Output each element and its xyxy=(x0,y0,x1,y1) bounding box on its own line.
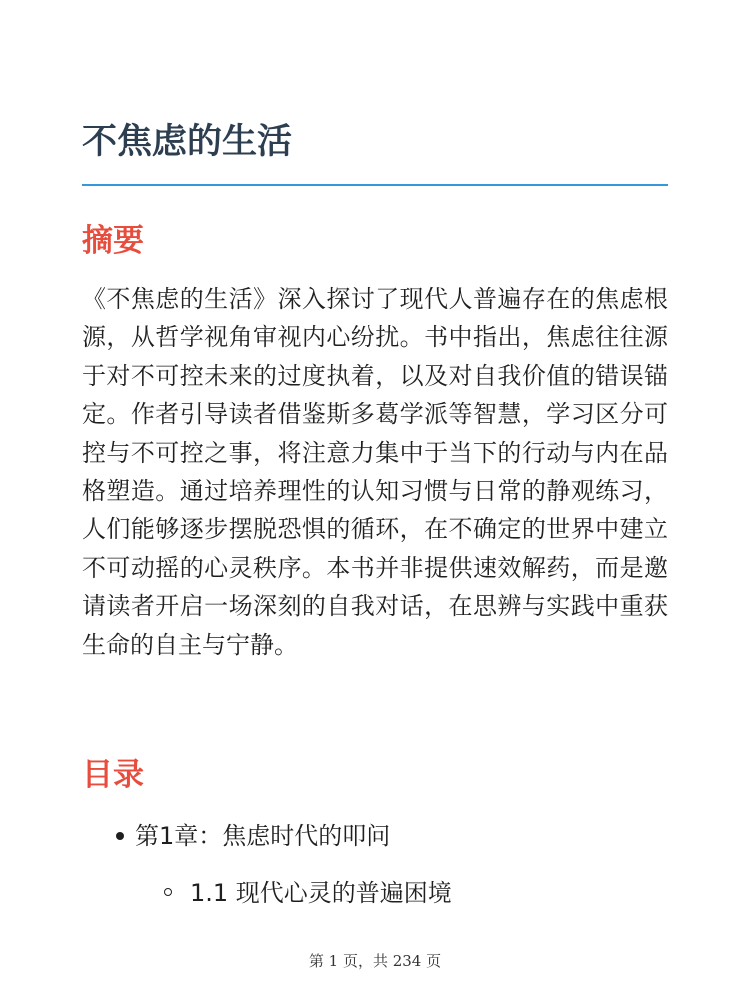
toc-item-chapter-1[interactable] xyxy=(135,819,390,853)
bullet-disc-icon xyxy=(116,832,124,840)
bullet-circle-icon xyxy=(164,888,172,896)
abstract-paragraph: 《不焦虑的生活》深入探讨了现代人普遍存在的焦虑根源，从哲学视角审视内心纷扰。书中指出，焦虑往往源于对不可控未来的过度执着，以及对自我价值的错误锚定。作者引导读者借鉴斯多葛学派等智慧，学习区分可控与不可控之事，将注意力集中于当下的行动与内在品格塑造。通过培养理性的认知习惯与日常的静观练习，人们能够逐步摆脱恐惧的循环，在不确定的世界中建立不可动摇的心灵秩序。本书并非提供速效解药，而是邀请读者开启一场深刻的自我对话，在思辨与实践中重获生命的自主与宁静。 xyxy=(82,285,668,659)
toc-heading: 目录 xyxy=(82,757,144,793)
title-divider xyxy=(82,184,668,186)
page-title: 不焦虑的生活 xyxy=(82,122,293,162)
page-number-footer: 第 1 页，共 234 页 xyxy=(308,952,442,970)
abstract-heading: 摘要 xyxy=(82,223,144,259)
toc-item-section-1-1[interactable] xyxy=(190,876,452,910)
toc-item-label: 第1章：焦虑时代的叩问 xyxy=(135,822,391,850)
document-page xyxy=(82,0,668,1000)
toc-item-label: 1.1 现代心灵的普遍困境 xyxy=(190,879,452,907)
